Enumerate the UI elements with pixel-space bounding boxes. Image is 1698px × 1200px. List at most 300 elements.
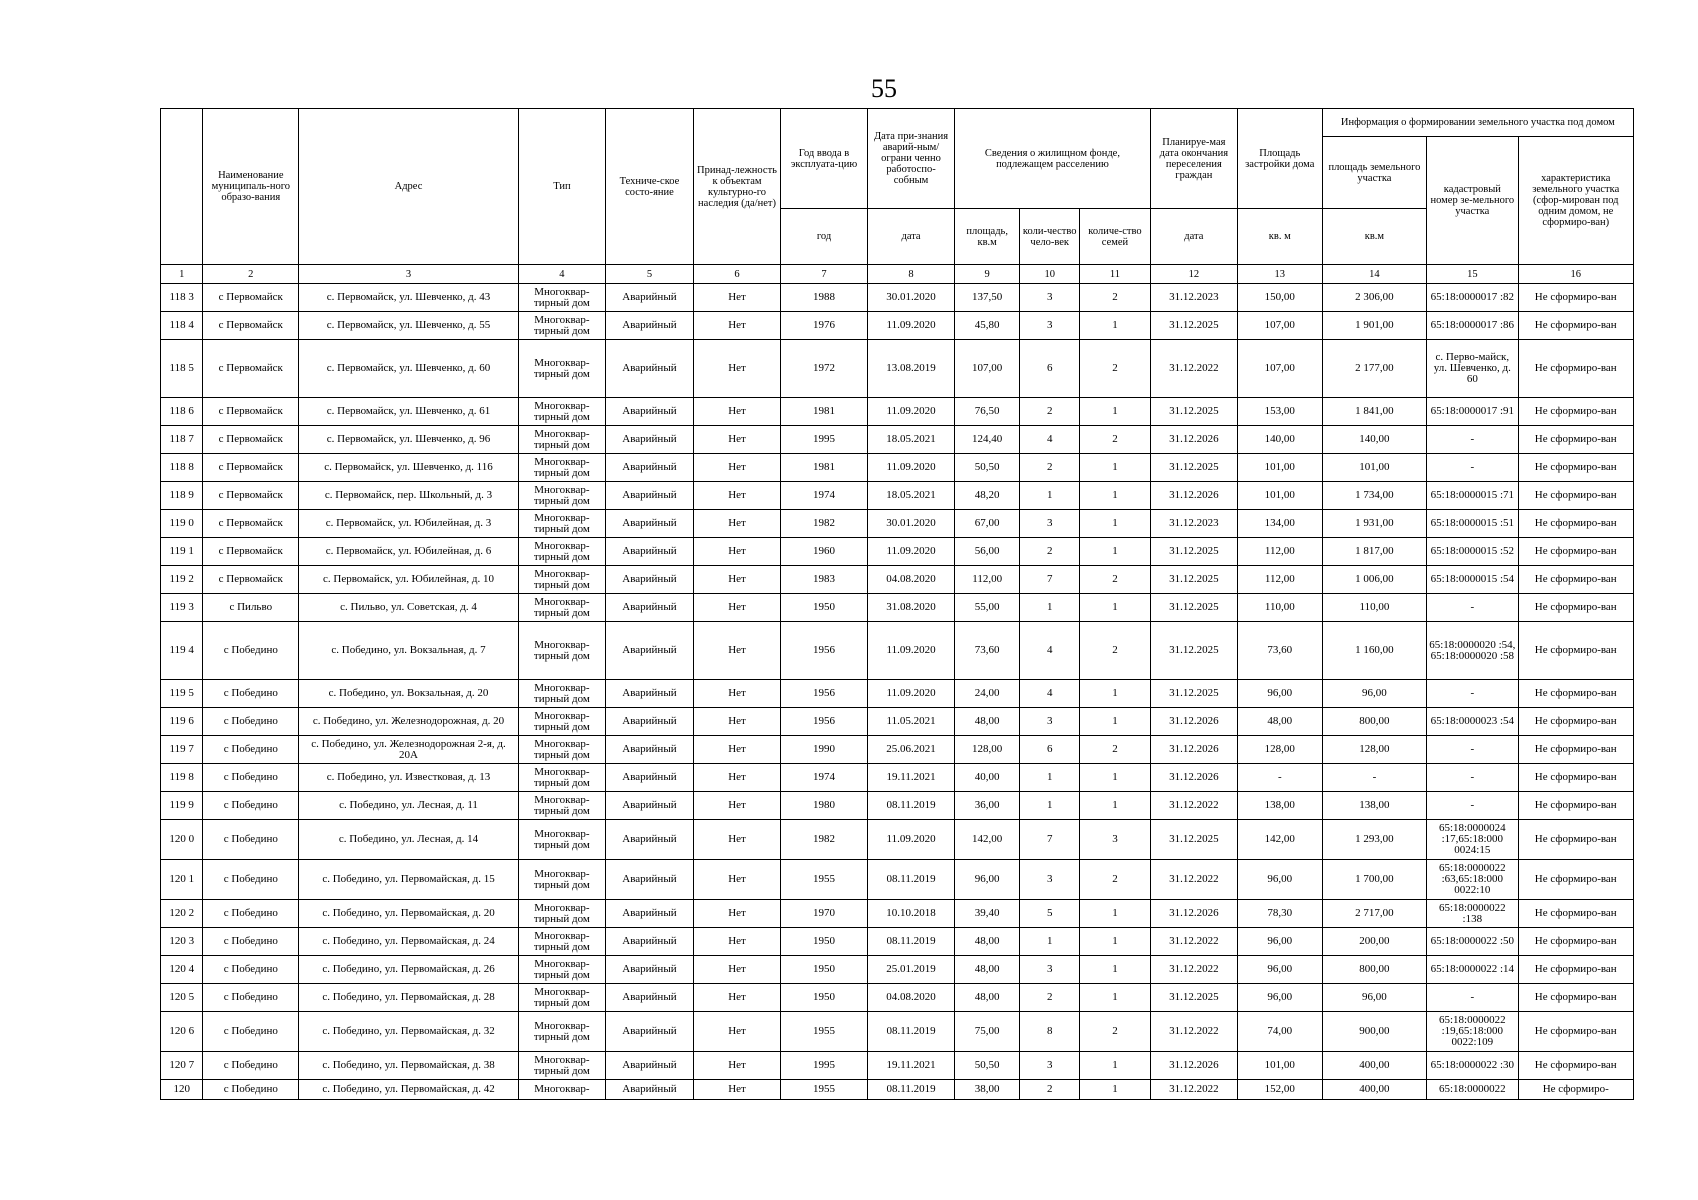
people-count-cell: 6 bbox=[1020, 340, 1080, 398]
row-number: 118 7 bbox=[161, 426, 203, 454]
type-cell: Многоквар-тирный дом bbox=[518, 956, 605, 984]
cadastral-cell: 65:18:0000022 :19,65:18:000 0022:109 bbox=[1427, 1012, 1518, 1052]
heritage-cell: Нет bbox=[694, 566, 781, 594]
type-cell: Многоквар-тирный дом bbox=[518, 792, 605, 820]
type-cell: Многоквар-тирный дом bbox=[518, 312, 605, 340]
municipality-cell: с Победино bbox=[203, 764, 299, 792]
family-count-cell: 2 bbox=[1080, 426, 1151, 454]
table-row bbox=[161, 680, 1634, 708]
land-char-cell: Не сформиро-ван bbox=[1518, 398, 1634, 426]
planned-date-cell: 31.12.2026 bbox=[1150, 708, 1237, 736]
planned-date-cell: 31.12.2022 bbox=[1150, 956, 1237, 984]
land-area-cell: 96,00 bbox=[1322, 984, 1426, 1012]
tech-state-cell: Аварийный bbox=[605, 340, 693, 398]
land-area-cell: 1 293,00 bbox=[1322, 820, 1426, 860]
land-area-cell: 140,00 bbox=[1322, 426, 1426, 454]
heritage-cell: Нет bbox=[694, 680, 781, 708]
table-row bbox=[161, 622, 1634, 680]
cadastral-cell: - bbox=[1427, 594, 1518, 622]
people-count-cell: 3 bbox=[1020, 1052, 1080, 1080]
heritage-cell: Нет bbox=[694, 984, 781, 1012]
recognition-date-cell: 08.11.2019 bbox=[868, 1080, 955, 1100]
tech-state-cell: Аварийный bbox=[605, 680, 693, 708]
tech-state-cell: Аварийный bbox=[605, 1012, 693, 1052]
land-area-cell: 400,00 bbox=[1322, 1052, 1426, 1080]
heritage-cell: Нет bbox=[694, 860, 781, 900]
address-cell: с. Победино, ул. Первомайская, д. 38 bbox=[299, 1052, 519, 1080]
municipality-cell: с Победино bbox=[203, 928, 299, 956]
cadastral-cell: 65:18:0000022 :50 bbox=[1427, 928, 1518, 956]
tech-state-cell: Аварийный bbox=[605, 566, 693, 594]
cadastral-cell: 65:18:0000017 :91 bbox=[1427, 398, 1518, 426]
table-row bbox=[161, 708, 1634, 736]
family-count-cell: 2 bbox=[1080, 284, 1151, 312]
cadastral-cell: 65:18:0000015 :51 bbox=[1427, 510, 1518, 538]
build-area-cell: 107,00 bbox=[1237, 312, 1322, 340]
family-count-cell: 1 bbox=[1080, 984, 1151, 1012]
family-count-cell: 3 bbox=[1080, 820, 1151, 860]
address-cell: с. Победино, ул. Лесная, д. 11 bbox=[299, 792, 519, 820]
tech-state-cell: Аварийный bbox=[605, 820, 693, 860]
land-area-cell: 400,00 bbox=[1322, 1080, 1426, 1100]
header-address: Адрес bbox=[299, 109, 519, 265]
address-cell: с. Первомайск, ул. Юбилейная, д. 3 bbox=[299, 510, 519, 538]
cadastral-cell: - bbox=[1427, 426, 1518, 454]
municipality-cell: с Победино bbox=[203, 820, 299, 860]
header-land-info: Информация о формировании земельного участка под домом bbox=[1322, 109, 1633, 137]
recognition-date-cell: 11.09.2020 bbox=[868, 398, 955, 426]
address-cell: с. Победино, ул. Первомайская, д. 32 bbox=[299, 1012, 519, 1052]
column-number: 3 bbox=[299, 265, 519, 284]
table-body bbox=[161, 284, 1634, 1100]
header-build-area: Площадь застройки дома bbox=[1237, 109, 1322, 209]
type-cell: Многоквар-тирный дом bbox=[518, 928, 605, 956]
planned-date-cell: 31.12.2025 bbox=[1150, 398, 1237, 426]
cadastral-cell: 65:18:0000015 :71 bbox=[1427, 482, 1518, 510]
land-char-cell: Не сформиро-ван bbox=[1518, 1012, 1634, 1052]
year-cell: 1981 bbox=[781, 398, 868, 426]
recognition-date-cell: 10.10.2018 bbox=[868, 900, 955, 928]
municipality-cell: с Победино bbox=[203, 860, 299, 900]
land-area-cell: 1 901,00 bbox=[1322, 312, 1426, 340]
heritage-cell: Нет bbox=[694, 510, 781, 538]
row-number: 120 1 bbox=[161, 860, 203, 900]
people-count-cell: 3 bbox=[1020, 284, 1080, 312]
year-cell: 1955 bbox=[781, 860, 868, 900]
page-number: 55 bbox=[871, 74, 897, 103]
tech-state-cell: Аварийный bbox=[605, 764, 693, 792]
unit-year: год bbox=[781, 209, 868, 265]
land-area-cell: 110,00 bbox=[1322, 594, 1426, 622]
recognition-date-cell: 25.06.2021 bbox=[868, 736, 955, 764]
type-cell: Многоквар-тирный дом bbox=[518, 594, 605, 622]
land-char-cell: Не сформиро-ван bbox=[1518, 566, 1634, 594]
tech-state-cell: Аварийный bbox=[605, 538, 693, 566]
column-number: 16 bbox=[1518, 265, 1634, 284]
cadastral-cell: - bbox=[1427, 984, 1518, 1012]
tech-state-cell: Аварийный bbox=[605, 984, 693, 1012]
build-area-cell: 101,00 bbox=[1237, 482, 1322, 510]
people-count-cell: 4 bbox=[1020, 622, 1080, 680]
address-cell: с. Победино, ул. Вокзальная, д. 20 bbox=[299, 680, 519, 708]
heritage-cell: Нет bbox=[694, 900, 781, 928]
build-area-cell: 128,00 bbox=[1237, 736, 1322, 764]
family-count-cell: 2 bbox=[1080, 1012, 1151, 1052]
people-count-cell: 2 bbox=[1020, 538, 1080, 566]
land-area-cell: 1 160,00 bbox=[1322, 622, 1426, 680]
municipality-cell: с Пильво bbox=[203, 594, 299, 622]
people-count-cell: 1 bbox=[1020, 594, 1080, 622]
type-cell: Многоквар-тирный дом bbox=[518, 510, 605, 538]
municipality-cell: с Первомайск bbox=[203, 454, 299, 482]
tech-state-cell: Аварийный bbox=[605, 594, 693, 622]
unit-kvm-build: кв. м bbox=[1237, 209, 1322, 265]
family-count-cell: 1 bbox=[1080, 792, 1151, 820]
land-char-cell: Не сформиро-ван bbox=[1518, 736, 1634, 764]
heritage-cell: Нет bbox=[694, 708, 781, 736]
land-char-cell: Не сформиро-ван bbox=[1518, 594, 1634, 622]
type-cell: Многоквар-тирный дом bbox=[518, 680, 605, 708]
land-area-cell: 1 931,00 bbox=[1322, 510, 1426, 538]
family-count-cell: 1 bbox=[1080, 900, 1151, 928]
land-char-cell: Не сформиро-ван bbox=[1518, 928, 1634, 956]
area-cell: 50,50 bbox=[955, 1052, 1020, 1080]
heritage-cell: Нет bbox=[694, 426, 781, 454]
planned-date-cell: 31.12.2025 bbox=[1150, 538, 1237, 566]
recognition-date-cell: 08.11.2019 bbox=[868, 860, 955, 900]
heritage-cell: Нет bbox=[694, 1080, 781, 1100]
unit-date-plan: дата bbox=[1150, 209, 1237, 265]
address-cell: с. Победино, ул. Железнодорожная, д. 20 bbox=[299, 708, 519, 736]
year-cell: 1981 bbox=[781, 454, 868, 482]
land-char-cell: Не сформиро-ван bbox=[1518, 454, 1634, 482]
address-cell: с. Пильво, ул. Советская, д. 4 bbox=[299, 594, 519, 622]
year-cell: 1960 bbox=[781, 538, 868, 566]
family-count-cell: 1 bbox=[1080, 956, 1151, 984]
planned-date-cell: 31.12.2023 bbox=[1150, 510, 1237, 538]
area-cell: 56,00 bbox=[955, 538, 1020, 566]
table-row bbox=[161, 312, 1634, 340]
cadastral-cell: 65:18:0000023 :54 bbox=[1427, 708, 1518, 736]
build-area-cell: 138,00 bbox=[1237, 792, 1322, 820]
land-area-cell: 1 006,00 bbox=[1322, 566, 1426, 594]
recognition-date-cell: 11.05.2021 bbox=[868, 708, 955, 736]
address-cell: с. Первомайск, ул. Шевченко, д. 43 bbox=[299, 284, 519, 312]
row-number: 119 4 bbox=[161, 622, 203, 680]
address-cell: с. Победино, ул. Первомайская, д. 28 bbox=[299, 984, 519, 1012]
cadastral-cell: - bbox=[1427, 736, 1518, 764]
table-row bbox=[161, 900, 1634, 928]
area-cell: 124,40 bbox=[955, 426, 1020, 454]
cadastral-cell: 65:18:0000015 :52 bbox=[1427, 538, 1518, 566]
table-row bbox=[161, 792, 1634, 820]
heritage-cell: Нет bbox=[694, 594, 781, 622]
address-cell: с. Первомайск, ул. Шевченко, д. 55 bbox=[299, 312, 519, 340]
land-area-cell: 1 841,00 bbox=[1322, 398, 1426, 426]
heritage-cell: Нет bbox=[694, 340, 781, 398]
area-cell: 48,20 bbox=[955, 482, 1020, 510]
planned-date-cell: 31.12.2025 bbox=[1150, 312, 1237, 340]
build-area-cell: 110,00 bbox=[1237, 594, 1322, 622]
year-cell: 1982 bbox=[781, 820, 868, 860]
address-cell: с. Первомайск, ул. Юбилейная, д. 6 bbox=[299, 538, 519, 566]
type-cell: Многоквар-тирный дом bbox=[518, 900, 605, 928]
people-count-cell: 7 bbox=[1020, 566, 1080, 594]
people-count-cell: 4 bbox=[1020, 680, 1080, 708]
table-row bbox=[161, 482, 1634, 510]
people-count-cell: 8 bbox=[1020, 1012, 1080, 1052]
cadastral-cell: 65:18:0000017 :82 bbox=[1427, 284, 1518, 312]
row-number: 120 2 bbox=[161, 900, 203, 928]
land-char-cell: Не сформиро-ван bbox=[1518, 426, 1634, 454]
municipality-cell: с Победино bbox=[203, 736, 299, 764]
type-cell: Многоквар-тирный дом bbox=[518, 398, 605, 426]
heritage-cell: Нет bbox=[694, 284, 781, 312]
row-number: 120 4 bbox=[161, 956, 203, 984]
address-cell: с. Первомайск, ул. Шевченко, д. 61 bbox=[299, 398, 519, 426]
land-area-cell: - bbox=[1322, 764, 1426, 792]
area-cell: 55,00 bbox=[955, 594, 1020, 622]
year-cell: 1983 bbox=[781, 566, 868, 594]
heritage-cell: Нет bbox=[694, 482, 781, 510]
column-number: 8 bbox=[868, 265, 955, 284]
recognition-date-cell: 30.01.2020 bbox=[868, 510, 955, 538]
row-number: 120 bbox=[161, 1080, 203, 1100]
row-number: 119 7 bbox=[161, 736, 203, 764]
planned-date-cell: 31.12.2022 bbox=[1150, 928, 1237, 956]
table-row bbox=[161, 594, 1634, 622]
row-number: 118 3 bbox=[161, 284, 203, 312]
year-cell: 1950 bbox=[781, 928, 868, 956]
table-row bbox=[161, 340, 1634, 398]
column-number: 4 bbox=[518, 265, 605, 284]
tech-state-cell: Аварийный bbox=[605, 928, 693, 956]
build-area-cell: 153,00 bbox=[1237, 398, 1322, 426]
unit-kvm-land: кв.м bbox=[1322, 209, 1426, 265]
land-char-cell: Не сформиро-ван bbox=[1518, 482, 1634, 510]
type-cell: Многоквар-тирный дом bbox=[518, 860, 605, 900]
address-cell: с. Победино, ул. Первомайская, д. 15 bbox=[299, 860, 519, 900]
municipality-cell: с Победино bbox=[203, 792, 299, 820]
build-area-cell: 142,00 bbox=[1237, 820, 1322, 860]
year-cell: 1950 bbox=[781, 594, 868, 622]
area-cell: 73,60 bbox=[955, 622, 1020, 680]
heritage-cell: Нет bbox=[694, 764, 781, 792]
type-cell: Многоквар-тирный дом bbox=[518, 1052, 605, 1080]
land-area-cell: 1 700,00 bbox=[1322, 860, 1426, 900]
table-row bbox=[161, 1012, 1634, 1052]
tech-state-cell: Аварийный bbox=[605, 454, 693, 482]
land-area-cell: 200,00 bbox=[1322, 928, 1426, 956]
municipality-cell: с Победино bbox=[203, 680, 299, 708]
row-number: 118 9 bbox=[161, 482, 203, 510]
area-cell: 40,00 bbox=[955, 764, 1020, 792]
year-cell: 1972 bbox=[781, 340, 868, 398]
land-char-cell: Не сформиро-ван bbox=[1518, 792, 1634, 820]
column-number: 6 bbox=[694, 265, 781, 284]
land-char-cell: Не сформиро-ван bbox=[1518, 284, 1634, 312]
land-char-cell: Не сформиро-ван bbox=[1518, 538, 1634, 566]
type-cell: Многоквар-тирный дом bbox=[518, 340, 605, 398]
planned-date-cell: 31.12.2025 bbox=[1150, 680, 1237, 708]
recognition-date-cell: 11.09.2020 bbox=[868, 454, 955, 482]
cadastral-cell: - bbox=[1427, 764, 1518, 792]
column-number: 11 bbox=[1080, 265, 1151, 284]
municipality-cell: с Победино bbox=[203, 1052, 299, 1080]
type-cell: Многоквар-тирный дом bbox=[518, 538, 605, 566]
cadastral-cell: 65:18:0000020 :54, 65:18:0000020 :58 bbox=[1427, 622, 1518, 680]
header-planned-date: Планируе-мая дата окончания переселения граждан bbox=[1150, 109, 1237, 209]
area-cell: 48,00 bbox=[955, 708, 1020, 736]
municipality-cell: с Первомайск bbox=[203, 312, 299, 340]
type-cell: Многоквар-тирный дом bbox=[518, 708, 605, 736]
row-number: 118 8 bbox=[161, 454, 203, 482]
cadastral-cell: 65:18:0000022 :63,65:18:000 0022:10 bbox=[1427, 860, 1518, 900]
municipality-cell: с Победино bbox=[203, 984, 299, 1012]
cadastral-cell: 65:18:0000022 :138 bbox=[1427, 900, 1518, 928]
build-area-cell: 73,60 bbox=[1237, 622, 1322, 680]
cadastral-cell: 65:18:0000022 bbox=[1427, 1080, 1518, 1100]
row-number: 119 8 bbox=[161, 764, 203, 792]
tech-state-cell: Аварийный bbox=[605, 426, 693, 454]
table-row bbox=[161, 566, 1634, 594]
unit-families: количе-ство семей bbox=[1080, 209, 1151, 265]
year-cell: 1982 bbox=[781, 510, 868, 538]
area-cell: 45,80 bbox=[955, 312, 1020, 340]
row-number: 119 0 bbox=[161, 510, 203, 538]
planned-date-cell: 31.12.2022 bbox=[1150, 792, 1237, 820]
table-row bbox=[161, 764, 1634, 792]
year-cell: 1974 bbox=[781, 764, 868, 792]
type-cell: Многоквар-тирный дом bbox=[518, 284, 605, 312]
family-count-cell: 1 bbox=[1080, 1080, 1151, 1100]
family-count-cell: 2 bbox=[1080, 622, 1151, 680]
table-row bbox=[161, 860, 1634, 900]
land-char-cell: Не сформиро-ван bbox=[1518, 984, 1634, 1012]
column-number: 2 bbox=[203, 265, 299, 284]
people-count-cell: 2 bbox=[1020, 1080, 1080, 1100]
planned-date-cell: 31.12.2025 bbox=[1150, 622, 1237, 680]
planned-date-cell: 31.12.2026 bbox=[1150, 736, 1237, 764]
table-header bbox=[161, 109, 1634, 284]
address-cell: с. Первомайск, ул. Шевченко, д. 116 bbox=[299, 454, 519, 482]
people-count-cell: 1 bbox=[1020, 928, 1080, 956]
heritage-cell: Нет bbox=[694, 622, 781, 680]
area-cell: 75,00 bbox=[955, 1012, 1020, 1052]
type-cell: Многоквар-тирный дом bbox=[518, 820, 605, 860]
year-cell: 1955 bbox=[781, 1080, 868, 1100]
cadastral-cell: - bbox=[1427, 454, 1518, 482]
table-row bbox=[161, 956, 1634, 984]
family-count-cell: 2 bbox=[1080, 860, 1151, 900]
header-housing-info: Сведения о жилищном фонде, подлежащем расселению bbox=[955, 109, 1151, 209]
build-area-cell: 96,00 bbox=[1237, 928, 1322, 956]
land-area-cell: 2 306,00 bbox=[1322, 284, 1426, 312]
family-count-cell: 1 bbox=[1080, 594, 1151, 622]
people-count-cell: 3 bbox=[1020, 708, 1080, 736]
land-char-cell: Не сформиро-ван bbox=[1518, 956, 1634, 984]
build-area-cell: 48,00 bbox=[1237, 708, 1322, 736]
year-cell: 1995 bbox=[781, 1052, 868, 1080]
address-cell: с. Победино, ул. Первомайская, д. 24 bbox=[299, 928, 519, 956]
address-cell: с. Победино, ул. Лесная, д. 14 bbox=[299, 820, 519, 860]
build-area-cell: 150,00 bbox=[1237, 284, 1322, 312]
land-area-cell: 1 734,00 bbox=[1322, 482, 1426, 510]
type-cell: Многоквар-тирный дом bbox=[518, 454, 605, 482]
recognition-date-cell: 08.11.2019 bbox=[868, 792, 955, 820]
row-number: 120 0 bbox=[161, 820, 203, 860]
area-cell: 137,50 bbox=[955, 284, 1020, 312]
type-cell: Многоквар-тирный дом bbox=[518, 482, 605, 510]
land-char-cell: Не сформиро-ван bbox=[1518, 900, 1634, 928]
year-cell: 1955 bbox=[781, 1012, 868, 1052]
row-number: 119 1 bbox=[161, 538, 203, 566]
municipality-cell: с Первомайск bbox=[203, 566, 299, 594]
header-land-char: характеристика земельного участка (сфор-мирован под одним домом, не сформиро-ван) bbox=[1518, 137, 1634, 265]
recognition-date-cell: 18.05.2021 bbox=[868, 482, 955, 510]
row-number: 120 6 bbox=[161, 1012, 203, 1052]
unit-date: дата bbox=[868, 209, 955, 265]
family-count-cell: 1 bbox=[1080, 680, 1151, 708]
year-cell: 1956 bbox=[781, 708, 868, 736]
area-cell: 142,00 bbox=[955, 820, 1020, 860]
row-number: 118 4 bbox=[161, 312, 203, 340]
family-count-cell: 1 bbox=[1080, 398, 1151, 426]
family-count-cell: 1 bbox=[1080, 482, 1151, 510]
address-cell: с. Первомайск, ул. Шевченко, д. 60 bbox=[299, 340, 519, 398]
table-row bbox=[161, 284, 1634, 312]
heritage-cell: Нет bbox=[694, 928, 781, 956]
year-cell: 1980 bbox=[781, 792, 868, 820]
people-count-cell: 7 bbox=[1020, 820, 1080, 860]
area-cell: 39,40 bbox=[955, 900, 1020, 928]
municipality-cell: с Первомайск bbox=[203, 398, 299, 426]
build-area-cell: 101,00 bbox=[1237, 454, 1322, 482]
land-area-cell: 138,00 bbox=[1322, 792, 1426, 820]
land-char-cell: Не сформиро-ван bbox=[1518, 860, 1634, 900]
table-row bbox=[161, 454, 1634, 482]
build-area-cell: 96,00 bbox=[1237, 680, 1322, 708]
land-area-cell: 2 177,00 bbox=[1322, 340, 1426, 398]
header-cadastral: кадастровый номер зе-мельного участка bbox=[1427, 137, 1518, 265]
row-number: 119 3 bbox=[161, 594, 203, 622]
table-row bbox=[161, 984, 1634, 1012]
type-cell: Многоквар- bbox=[518, 1080, 605, 1100]
table-row bbox=[161, 820, 1634, 860]
planned-date-cell: 31.12.2022 bbox=[1150, 860, 1237, 900]
people-count-cell: 1 bbox=[1020, 764, 1080, 792]
address-cell: с. Первомайск, пер. Школьный, д. 3 bbox=[299, 482, 519, 510]
recognition-date-cell: 25.01.2019 bbox=[868, 956, 955, 984]
year-cell: 1956 bbox=[781, 622, 868, 680]
recognition-date-cell: 11.09.2020 bbox=[868, 622, 955, 680]
planned-date-cell: 31.12.2026 bbox=[1150, 1052, 1237, 1080]
build-area-cell: 96,00 bbox=[1237, 984, 1322, 1012]
area-cell: 50,50 bbox=[955, 454, 1020, 482]
build-area-cell: 107,00 bbox=[1237, 340, 1322, 398]
row-number: 120 5 bbox=[161, 984, 203, 1012]
recognition-date-cell: 08.11.2019 bbox=[868, 928, 955, 956]
column-number: 9 bbox=[955, 265, 1020, 284]
address-cell: с. Победино, ул. Первомайская, д. 42 bbox=[299, 1080, 519, 1100]
planned-date-cell: 31.12.2026 bbox=[1150, 426, 1237, 454]
year-cell: 1970 bbox=[781, 900, 868, 928]
table-row bbox=[161, 426, 1634, 454]
column-number: 15 bbox=[1427, 265, 1518, 284]
cadastral-cell: 65:18:0000022 :30 bbox=[1427, 1052, 1518, 1080]
municipality-cell: с Первомайск bbox=[203, 426, 299, 454]
family-count-cell: 1 bbox=[1080, 454, 1151, 482]
